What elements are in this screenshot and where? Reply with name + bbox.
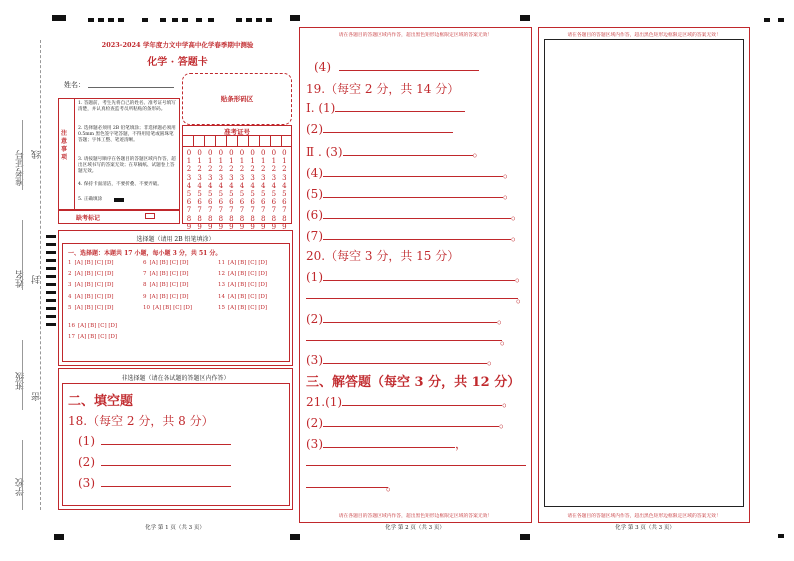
side-name-label: 姓名 xyxy=(16,270,26,288)
exam-id-digit[interactable]: 6 xyxy=(207,198,213,207)
choice-number: 14 xyxy=(218,293,225,300)
exam-id-column[interactable] xyxy=(205,149,215,231)
exam-id-column-separator xyxy=(193,135,194,147)
choice-number: 3 xyxy=(68,282,72,289)
q21-line-extra[interactable] xyxy=(306,465,526,466)
page-2-warning-top: 请在各题目的答题区域内作答，超出黑色矩形边框限定区域的答案无效！ xyxy=(338,33,493,38)
exam-id-digit[interactable]: 6 xyxy=(197,198,202,207)
q19-item-5[interactable] xyxy=(306,185,515,202)
exam-id-digit[interactable]: 3 xyxy=(250,173,255,182)
exam-id-column[interactable] xyxy=(258,149,268,231)
exam-id-digit[interactable]: 9 xyxy=(260,222,266,231)
exam-id-digit[interactable]: 1 xyxy=(186,157,192,166)
choice-options[interactable]: [A] [B] [C] [D] xyxy=(149,271,189,278)
exam-id-digit[interactable]: 4 xyxy=(218,181,224,190)
exam-id-column-separator xyxy=(204,135,205,147)
exam-id-digit[interactable]: 4 xyxy=(250,181,255,190)
q19-item-4-label: (4) xyxy=(306,166,323,180)
exam-id-digit[interactable]: 4 xyxy=(271,181,277,190)
side-fold-bind: 封 xyxy=(32,275,42,284)
exam-id-digit[interactable]: 3 xyxy=(239,173,245,182)
exam-id-digit[interactable]: 7 xyxy=(197,206,202,215)
q20-item-2[interactable] xyxy=(306,310,509,327)
q21-item-2[interactable] xyxy=(306,414,511,431)
exam-id-digit[interactable]: 0 xyxy=(186,149,192,157)
choice-number: 2 xyxy=(68,271,72,278)
exam-id-digit[interactable]: 7 xyxy=(229,206,234,215)
exam-id-digit[interactable]: 7 xyxy=(250,206,255,215)
exam-id-digit[interactable]: 5 xyxy=(239,190,245,199)
absent-checkbox[interactable] xyxy=(145,213,155,219)
exam-id-digit[interactable]: 6 xyxy=(186,198,192,207)
exam-id-digit[interactable]: 4 xyxy=(207,181,213,190)
choice-options[interactable]: [A] [B] [C] [D] xyxy=(74,304,114,311)
choice-number: 7 xyxy=(143,271,147,278)
exam-id-digit[interactable]: 1 xyxy=(271,157,277,166)
choice-options[interactable]: [A] [B] [C] [D] xyxy=(228,271,268,278)
exam-id-digit[interactable]: 4 xyxy=(229,181,234,190)
q21-item-1-label: (1) xyxy=(325,395,343,409)
q19-item-5-period: 。 xyxy=(503,187,516,201)
q20-line-extra-period: 。 xyxy=(516,291,529,305)
section-2-title: 二、填空题 xyxy=(68,394,134,409)
correct-fill-sample xyxy=(114,198,124,202)
choice-options[interactable]: [A] [B] [C] [D] xyxy=(228,293,268,300)
exam-id-digit[interactable]: 8 xyxy=(282,214,287,223)
exam-id-digit[interactable]: 4 xyxy=(282,181,287,190)
exam-id-digit[interactable]: 9 xyxy=(250,222,255,231)
q20-item-1[interactable] xyxy=(306,268,527,285)
exam-id-digit[interactable]: 1 xyxy=(260,157,266,166)
exam-id-column-separator xyxy=(215,135,216,147)
exam-id-column-separator xyxy=(281,135,282,147)
exam-id-digit[interactable]: 7 xyxy=(186,206,192,215)
choice-question-16[interactable] xyxy=(68,323,117,329)
exam-id-digit[interactable]: 0 xyxy=(197,149,202,157)
exam-id-column[interactable] xyxy=(269,149,279,231)
exam-id-column-separator xyxy=(259,135,260,147)
exam-id-digit[interactable]: 1 xyxy=(207,157,213,166)
q20-item-1-label: (1) xyxy=(306,270,323,284)
exam-id-digit[interactable]: 9 xyxy=(239,222,245,231)
exam-id-digit[interactable]: 0 xyxy=(207,149,213,157)
q20-item-3[interactable] xyxy=(306,351,499,368)
name-field[interactable] xyxy=(88,87,174,88)
exam-id-digit[interactable]: 1 xyxy=(239,157,245,166)
exam-id-digit[interactable]: 5 xyxy=(282,190,287,199)
exam-id-digit[interactable]: 9 xyxy=(229,222,234,231)
page-3-warning-bottom: 请在各题目的答题区域内作答，超出黑色矩形边框限定区域的答案无效！ xyxy=(567,514,721,519)
exam-id-digit[interactable]: 0 xyxy=(218,149,224,157)
exam-id-digit[interactable]: 1 xyxy=(282,157,287,166)
exam-id-digit[interactable]: 7 xyxy=(260,206,266,215)
q21-line-extra-2-period: 。 xyxy=(386,479,399,493)
exam-id-column[interactable] xyxy=(279,149,289,231)
choice-number: 6 xyxy=(143,260,147,266)
choice-question-3[interactable] xyxy=(68,282,114,288)
exam-id-digit[interactable]: 8 xyxy=(229,214,234,223)
page-2-warning-bottom: 请在各题目的答题区域内作答，超出黑色矩形边框限定区域的答案无效！ xyxy=(338,514,493,519)
exam-id-digit[interactable]: 4 xyxy=(186,181,192,190)
exam-id-digit[interactable]: 0 xyxy=(271,149,277,157)
choice-number: 11 xyxy=(218,260,225,266)
nonchoice-title: 非选择题（请在各试题的答题区内作答） xyxy=(121,375,230,382)
q21-item-3-comma: ， xyxy=(455,437,468,451)
exam-id-digit[interactable]: 7 xyxy=(207,206,213,215)
choice-question-14[interactable] xyxy=(218,294,267,300)
q21-line-extra-2[interactable] xyxy=(306,487,388,488)
exam-id-column-separator xyxy=(248,135,249,147)
exam-id-digit[interactable]: 8 xyxy=(207,214,213,223)
choice-question-10[interactable] xyxy=(143,305,192,311)
choice-options[interactable]: [A] [B] [C] [D] xyxy=(228,260,268,266)
choice-options[interactable]: [A] [B] [C] [D] xyxy=(153,304,193,311)
exam-id-label: 准考证号 xyxy=(224,128,250,136)
choice-options[interactable]: [A] [B] [C] [D] xyxy=(149,260,189,266)
choice-options[interactable]: [A] [B] [C] [D] xyxy=(74,282,114,289)
exam-id-digit[interactable]: 3 xyxy=(186,173,192,182)
name-label: 姓名： xyxy=(64,81,85,89)
notice-item-5: 5. 正确填涂 xyxy=(78,197,103,202)
exam-id-digit[interactable]: 7 xyxy=(239,206,245,215)
q19-item-2-label: (2) xyxy=(306,122,323,136)
exam-id-digit[interactable]: 4 xyxy=(239,181,245,190)
q19-item-2[interactable] xyxy=(306,122,453,136)
choice-question-9[interactable] xyxy=(143,294,189,300)
exam-id-digit[interactable]: 2 xyxy=(186,165,192,174)
exam-id-digit[interactable]: 2 xyxy=(271,165,277,174)
page-3-warning-top: 请在各题目的答题区域内作答，超出黑色矩形边框限定区域的答案无效！ xyxy=(567,33,721,38)
choice-options[interactable]: [A] [B] [C] [D] xyxy=(74,293,114,300)
choice-question-5[interactable] xyxy=(68,305,114,311)
choice-options[interactable]: [A] [B] [C] [D] xyxy=(149,282,189,289)
q19-item-7[interactable] xyxy=(306,227,523,244)
q20-header: 20.（每空 3 分，共 15 分） xyxy=(306,249,460,263)
absent-label: 缺考标记 xyxy=(76,215,101,222)
choice-question-2[interactable] xyxy=(68,271,114,277)
choice-number: 17 xyxy=(68,333,75,340)
q19-item-5-label: (5) xyxy=(306,187,323,201)
exam-id-digit[interactable]: 5 xyxy=(260,190,266,199)
choice-options[interactable]: [A] [B] [C] [D] xyxy=(228,304,268,311)
choice-question-7[interactable] xyxy=(143,271,189,277)
exam-id-digit[interactable]: 9 xyxy=(218,222,224,231)
exam-id-digit[interactable]: 6 xyxy=(282,198,287,207)
q19-item-3-period: 。 xyxy=(472,145,485,159)
exam-id-column[interactable] xyxy=(195,149,205,231)
exam-id-digit[interactable]: 3 xyxy=(271,173,277,182)
choice-question-12[interactable] xyxy=(218,271,267,277)
choice-options[interactable]: [A] [B] [C] [D] xyxy=(78,322,118,329)
q18-item-2[interactable] xyxy=(78,455,231,469)
exam-id-digit[interactable]: 8 xyxy=(197,214,202,223)
choice-number: 8 xyxy=(143,282,147,289)
exam-id-digit[interactable]: 2 xyxy=(197,165,202,174)
notice-item-2: 2. 选择题必须用 2B 铅笔填涂；非选择题必须用 0.5mm 黑色签字笔答题，不得用铅笔或圆珠笔答题；字体工整、笔迹清晰。 xyxy=(78,126,176,144)
exam-id-digit[interactable]: 2 xyxy=(218,165,224,174)
q20-item-2-period: 。 xyxy=(497,312,510,326)
q19-item-3[interactable] xyxy=(306,143,485,160)
q21-number: 21. xyxy=(306,395,326,409)
exam-id-digit[interactable]: 9 xyxy=(282,222,287,231)
exam-id-digit[interactable]: 9 xyxy=(197,222,202,231)
exam-id-digit[interactable]: 1 xyxy=(218,157,224,166)
exam-id-digit[interactable]: 5 xyxy=(186,190,192,199)
subject-title: 化学 · 答题卡 xyxy=(147,57,208,68)
exam-id-digit[interactable]: 9 xyxy=(186,222,192,231)
choice-question-6[interactable] xyxy=(143,260,189,266)
q20-line-extra-2-period: 。 xyxy=(500,333,513,347)
choice-title: 选择题（请用 2B 铅笔填涂） xyxy=(136,236,215,243)
q21-item-1[interactable] xyxy=(306,393,514,410)
exam-id-digit[interactable]: 2 xyxy=(282,165,287,174)
exam-id-digit[interactable]: 5 xyxy=(218,190,224,199)
exam-id-digit[interactable]: 5 xyxy=(271,190,277,199)
exam-id-digit[interactable]: 5 xyxy=(229,190,234,199)
exam-id-digit[interactable]: 5 xyxy=(250,190,255,199)
exam-id-digit[interactable]: 3 xyxy=(218,173,224,182)
notice-item-4: 4. 保持卡面清洁，不要折叠、不要弄破。 xyxy=(78,182,162,187)
exam-id-column[interactable] xyxy=(184,149,194,231)
footer-page-3: 化学 第 3 页（共 3 页） xyxy=(615,525,675,531)
exam-id-digit[interactable]: 0 xyxy=(282,149,287,157)
choice-question-15[interactable] xyxy=(218,305,267,311)
choice-options[interactable]: [A] [B] [C] [D] xyxy=(228,282,268,289)
q19-item-6-label: (6) xyxy=(306,208,323,222)
exam-id-digit[interactable]: 2 xyxy=(250,165,255,174)
exam-id-digit[interactable]: 6 xyxy=(239,198,245,207)
choice-number: 9 xyxy=(143,293,147,300)
footer-page-2: 化学 第 2 页（共 3 页） xyxy=(385,525,445,531)
choice-question-17[interactable] xyxy=(68,334,117,340)
q19-item-6[interactable] xyxy=(306,206,523,223)
notice-item-3: 3. 请按题号顺序在各题目的答题区域内作答，超出区域书写的答案无效；在草稿纸、试题卷上答题无效。 xyxy=(78,157,176,175)
choice-number: 10 xyxy=(143,304,150,311)
notice-label: 注意事项 xyxy=(61,130,68,161)
q21-item-3[interactable] xyxy=(306,435,467,452)
choice-number: 13 xyxy=(218,282,225,289)
choice-number: 15 xyxy=(218,304,225,311)
q20-line-extra-2[interactable] xyxy=(306,340,502,341)
choice-options[interactable]: [A] [B] [C] [D] xyxy=(74,271,114,278)
q19-item-4[interactable] xyxy=(306,164,515,181)
choice-options[interactable]: [A] [B] [C] [D] xyxy=(78,333,118,340)
exam-id-column-separator xyxy=(226,135,227,147)
side-school-label: 学校 xyxy=(16,478,26,496)
q19-item-7-period: 。 xyxy=(511,229,524,243)
choice-section: 一、选择题：本题共 17 小题，每小题 3 分，共 51 分。 xyxy=(68,250,222,257)
exam-id-digit[interactable]: 6 xyxy=(250,198,255,207)
exam-id-digit[interactable]: 3 xyxy=(229,173,234,182)
exam-id-digit[interactable]: 0 xyxy=(239,149,245,157)
q19-item-4-period: 。 xyxy=(503,166,516,180)
exam-id-digit[interactable]: 5 xyxy=(207,190,213,199)
q19-item-6-period: 。 xyxy=(511,208,524,222)
choice-number: 12 xyxy=(218,271,225,278)
exam-id-digit[interactable]: 0 xyxy=(250,149,255,157)
exam-id-digit[interactable]: 0 xyxy=(260,149,266,157)
exam-id-column-separator xyxy=(237,135,238,147)
q20-line-extra[interactable] xyxy=(306,298,518,299)
exam-id-digit[interactable]: 5 xyxy=(197,190,202,199)
choice-question-1[interactable] xyxy=(68,260,114,266)
q18-item-2-label: (2) xyxy=(78,455,95,469)
exam-id-column-separator xyxy=(270,135,271,147)
exam-id-digit[interactable]: 9 xyxy=(207,222,213,231)
exam-id-digit[interactable]: 1 xyxy=(229,157,234,166)
q18-item-4-label: (4) xyxy=(314,60,331,74)
q20-item-3-label: (3) xyxy=(306,353,323,367)
choice-number: 16 xyxy=(68,322,75,329)
q18-item-3[interactable] xyxy=(78,476,231,490)
choice-question-4[interactable] xyxy=(68,294,114,300)
q20-item-1-period: 。 xyxy=(515,270,528,284)
exam-id-digit[interactable]: 8 xyxy=(239,214,245,223)
exam-id-column[interactable] xyxy=(216,149,226,231)
choice-number: 4 xyxy=(68,293,72,300)
exam-id-digit[interactable]: 3 xyxy=(207,173,213,182)
q19-item-7-label: (7) xyxy=(306,229,323,243)
side-fold-line: 线 xyxy=(32,150,42,159)
exam-id-digit[interactable]: 3 xyxy=(282,173,287,182)
page-3-answer-area[interactable] xyxy=(544,39,744,507)
exam-id-digit[interactable]: 8 xyxy=(271,214,277,223)
exam-id-digit[interactable]: 7 xyxy=(218,206,224,215)
q18-item-3-label: (3) xyxy=(78,476,95,490)
choice-number: 1 xyxy=(68,260,72,266)
exam-id-digit[interactable]: 4 xyxy=(197,181,202,190)
q18-item-1-label: (1) xyxy=(78,434,95,448)
side-exam-id-label: 准考证号 xyxy=(16,150,26,186)
exam-id-digit[interactable]: 6 xyxy=(271,198,277,207)
choice-question-11[interactable] xyxy=(218,260,267,266)
exam-id-digit[interactable]: 3 xyxy=(260,173,266,182)
exam-id-digit[interactable]: 2 xyxy=(207,165,213,174)
exam-id-digit[interactable]: 4 xyxy=(260,181,266,190)
exam-id-digit[interactable]: 9 xyxy=(271,222,277,231)
exam-id-digit[interactable]: 1 xyxy=(250,157,255,166)
choice-question-8[interactable] xyxy=(143,282,189,288)
q20-item-3-period: 。 xyxy=(487,353,500,367)
q18-item-4[interactable] xyxy=(314,60,479,74)
exam-id-digit[interactable]: 8 xyxy=(186,214,192,223)
exam-id-column[interactable] xyxy=(248,149,258,231)
exam-id-digit[interactable]: 1 xyxy=(197,157,202,166)
choice-question-13[interactable] xyxy=(218,282,267,288)
exam-title: 2023-2024 学年度力文中学高中化学春季期中测验 xyxy=(101,41,254,49)
notice-box xyxy=(58,98,180,210)
exam-id-digit[interactable]: 8 xyxy=(250,214,255,223)
choice-options[interactable]: [A] [B] [C] [D] xyxy=(74,260,114,266)
exam-id-digit[interactable]: 8 xyxy=(218,214,224,223)
exam-id-column[interactable] xyxy=(237,149,247,231)
q18-header: 18.（每空 2 分，共 8 分） xyxy=(68,414,214,428)
footer-page-1: 化学 第 1 页（共 3 页） xyxy=(145,525,205,531)
q20-item-2-label: (2) xyxy=(306,312,323,326)
exam-id-digit[interactable]: 2 xyxy=(229,165,234,174)
exam-id-digit[interactable]: 6 xyxy=(218,198,224,207)
q18-item-1[interactable] xyxy=(78,434,231,448)
q21-item-3-label: (3) xyxy=(306,437,323,451)
q21-item-2-period: 。 xyxy=(499,416,512,430)
exam-id-digit[interactable]: 6 xyxy=(260,198,266,207)
exam-id-digit[interactable]: 8 xyxy=(260,214,266,223)
q19-item-3-label: Ⅱ . (3) xyxy=(306,145,343,159)
q19-header: 19.（每空 2 分，共 14 分） xyxy=(306,82,460,96)
barcode-label: 贴条形码区 xyxy=(220,95,254,103)
exam-id-digit[interactable]: 2 xyxy=(260,165,266,174)
notice-item-1: 1. 答题前，考生先将自己的姓名、准考证号填写清楚，并认真检查监考员所粘贴的条形码。 xyxy=(78,101,176,113)
exam-id-column[interactable] xyxy=(226,149,236,231)
side-fold-seal: 密 xyxy=(32,392,42,401)
q19-item-1[interactable] xyxy=(306,101,465,115)
q21-item-1-period: 。 xyxy=(502,395,515,409)
section-3-title: 三、解答题（每空 3 分，共 12 分） xyxy=(306,375,521,390)
q19-item-1-label: Ⅰ. (1) xyxy=(306,101,336,115)
exam-id-digit[interactable]: 2 xyxy=(239,165,245,174)
exam-id-digit[interactable]: 0 xyxy=(229,149,234,157)
choice-number: 5 xyxy=(68,304,72,311)
exam-id-digit[interactable]: 6 xyxy=(229,198,234,207)
side-class-label: 班级 xyxy=(16,372,26,390)
exam-id-digit[interactable]: 7 xyxy=(271,206,277,215)
choice-options[interactable]: [A] [B] [C] [D] xyxy=(149,293,189,300)
exam-id-digit[interactable]: 3 xyxy=(197,173,202,182)
q21-item-2-label: (2) xyxy=(306,416,323,430)
exam-id-digit[interactable]: 7 xyxy=(282,206,287,215)
